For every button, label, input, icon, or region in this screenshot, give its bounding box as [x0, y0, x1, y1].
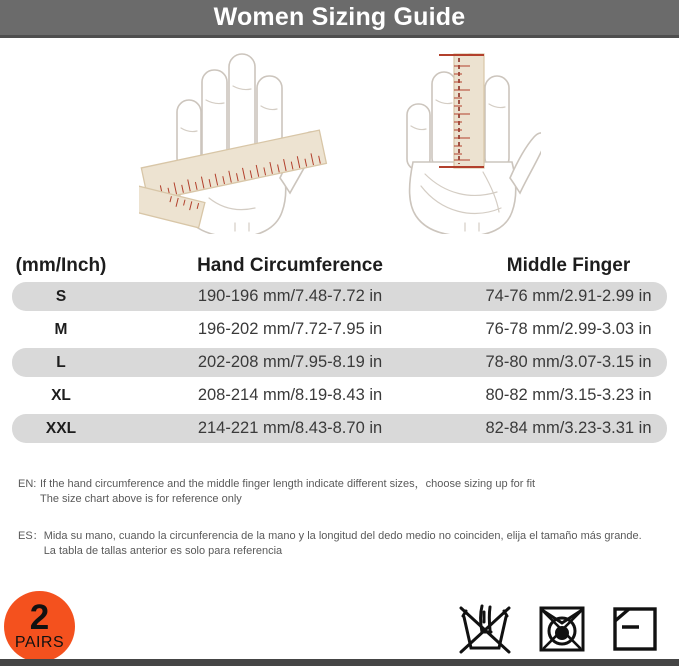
- middle-finger-cell: 74-76 mm/2.91-2.99 in: [485, 287, 652, 305]
- note-es-label: ES：: [18, 530, 44, 542]
- middle-finger-cell: 78-80 mm/3.07-3.15 in: [485, 353, 652, 371]
- table-body: [12, 282, 667, 443]
- footer-bar: [0, 659, 679, 666]
- middle-finger-cell: 76-78 mm/2.99-3.03 in: [485, 320, 652, 338]
- note-es-lines: [44, 529, 642, 559]
- table-row: [12, 282, 667, 311]
- note-line: Mida su mano, cuando la circunferencia de la mano y la longitud del dedo medio no coinciden, elija el tamaño más grande.: [43, 530, 642, 542]
- table-row: [12, 348, 667, 377]
- hands-panel: [0, 38, 679, 240]
- note-es: [18, 529, 679, 559]
- note-line: La tabla de tallas anterior es solo para referencia: [43, 545, 283, 557]
- table-row: [12, 381, 667, 410]
- middle-finger-cell: 80-82 mm/3.15-3.23 in: [485, 386, 652, 404]
- dry-flat-in-shade-icon: [611, 605, 659, 653]
- hand-circumference-cell: 208-214 mm/8.19-8.43 in: [197, 386, 383, 404]
- middle-finger-illustration: [391, 48, 541, 234]
- note-en: [18, 477, 679, 507]
- hand-circumference-cell: 190-196 mm/7.48-7.72 in: [197, 287, 383, 305]
- note-line: If the hand circumference and the middle finger length indicate different sizes，choose sizing up for fit: [40, 478, 536, 490]
- column-header-unit: (mm/Inch): [15, 255, 107, 276]
- do-not-tumble-dry-icon: [537, 603, 587, 655]
- column-header-hand-circumference: Hand Circumference: [197, 255, 383, 276]
- table-header: [12, 250, 667, 282]
- note-line: The size chart above is for reference only: [40, 493, 242, 505]
- page-title: Women Sizing Guide: [213, 3, 466, 31]
- header-bar: [0, 0, 679, 38]
- do-not-wash-icon: [457, 600, 513, 658]
- column-header-middle-finger: Middle Finger: [506, 255, 631, 276]
- size-cell: M: [54, 320, 68, 338]
- size-table: [12, 250, 667, 443]
- pairs-label: PAIRS: [14, 634, 65, 651]
- pairs-badge: [4, 591, 75, 662]
- care-icons: [457, 600, 659, 658]
- hand-circumference-cell: 214-221 mm/8.43-8.70 in: [197, 419, 383, 437]
- size-cell: XL: [51, 386, 71, 404]
- hand-circumference-cell: 202-208 mm/7.95-8.19 in: [197, 353, 383, 371]
- size-cell: XXL: [45, 419, 77, 437]
- middle-finger-cell: 82-84 mm/3.23-3.31 in: [485, 419, 652, 437]
- note-en-lines: [40, 477, 535, 507]
- hand-circumference-cell: 196-202 mm/7.72-7.95 in: [197, 320, 383, 338]
- pairs-count: 2: [29, 598, 50, 637]
- size-cell: L: [56, 353, 66, 371]
- size-cell: S: [55, 287, 67, 305]
- table-row: [12, 414, 667, 443]
- hand-circumference-illustration: [139, 48, 335, 234]
- note-en-label: EN:: [18, 478, 37, 490]
- notes: [18, 477, 679, 559]
- table-row: [12, 315, 667, 344]
